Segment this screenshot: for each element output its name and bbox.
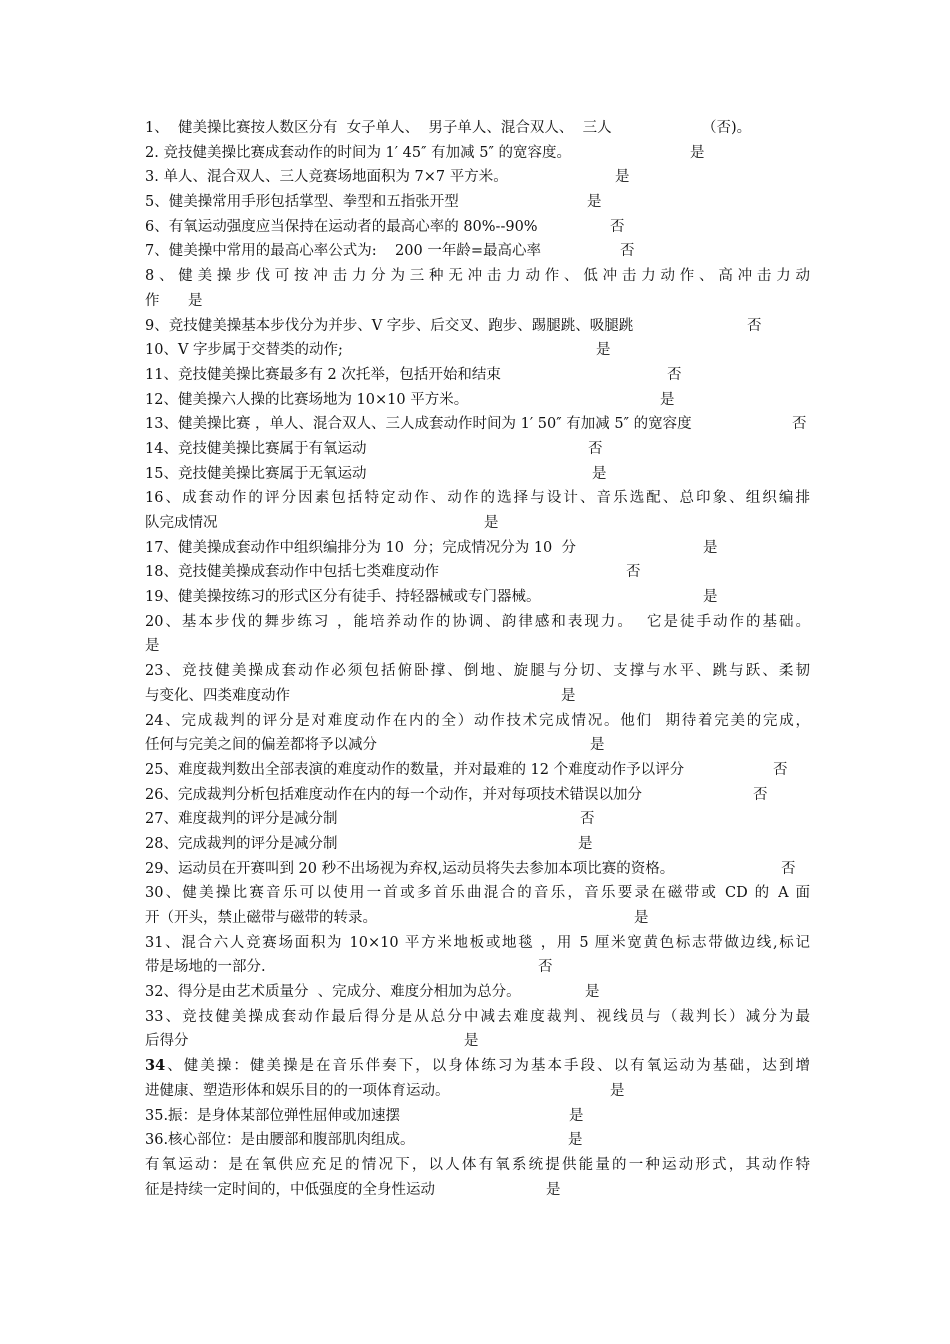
- question-line: [145, 906, 810, 931]
- question-text: 18、竞技健美操成套动作中包括七类难度动作: [145, 564, 439, 581]
- question-line: [145, 190, 810, 215]
- question-text: 11、竞技健美操比赛最多有 2 次托举，包括开始和结束: [145, 366, 501, 383]
- question-text: 队完成情况: [145, 515, 218, 531]
- question-text: 15、竞技健美操比赛属于无氧运动: [145, 465, 367, 482]
- question-text: 19、健美操按练习的形式区分有徒手、持轻器械或专门器械。: [145, 589, 541, 606]
- question-text: 33、竞技健美操成套动作最后得分是从总分中减去难度裁判、视线员与（裁判长）减分为最: [145, 1008, 810, 1025]
- question-line: [145, 1054, 810, 1079]
- question-line: [145, 239, 810, 264]
- question-line: [145, 116, 810, 141]
- answer-mark: 是: [590, 737, 605, 754]
- question-text: 后得分: [145, 1033, 189, 1050]
- answer-mark: 是: [634, 910, 649, 926]
- question-line: [145, 264, 810, 289]
- question-text: 17、健美操成套动作中组织编排分为 10 分；完成情况分为 10 分: [145, 539, 577, 556]
- answer-mark: 是: [546, 1181, 561, 1198]
- question-text: 2. 竞技健美操比赛成套动作的时间为 1′ 45″ 有加减 5″ 的宽容度。: [145, 144, 572, 161]
- question-text: 12、健美操六人操的比赛场地为 10×10 平方米。: [145, 391, 469, 408]
- answer-mark: 是: [703, 539, 718, 556]
- question-line: [145, 314, 810, 339]
- question-line: [145, 807, 810, 832]
- question-text: 3. 单人、混合双人、三人竞赛场地面积为 7×7 平方米。: [145, 169, 508, 186]
- answer-mark: 否: [753, 786, 768, 803]
- question-line: [145, 141, 810, 166]
- answer-mark: 是: [561, 687, 576, 704]
- question-line: [145, 931, 810, 956]
- question-text: 13、健美操比赛 ，单人、混合双人、三人成套动作时间为 1′ 50″ 有加减 5″ 的宽容度: [145, 416, 692, 433]
- question-text: 16、成套动作的评分因素包括特定动作、动作的选择与设计、音乐选配、总印象、组织编排: [145, 490, 810, 507]
- question-line: [145, 758, 810, 783]
- question-text: 1、 健美操比赛按人数区分有 女子单人、 男子单人、混合双人、 三人: [145, 120, 612, 136]
- answer-mark: 否: [792, 416, 807, 433]
- question-line: [145, 363, 810, 388]
- answer-mark: 是: [578, 835, 593, 852]
- question-text: 23、竞技健美操成套动作必须包括俯卧撑、倒地、旋腿与分切、支撑与水平、跳与跃、柔韧: [145, 663, 810, 680]
- answer-mark: 否: [667, 366, 682, 383]
- question-text: 30、健美操比赛音乐可以使用一首或多首乐曲混合的音乐，音乐要录在磁带或 CD 的 A 面: [145, 885, 810, 902]
- answer-mark: 是: [568, 1132, 583, 1149]
- question-line: [145, 1153, 810, 1178]
- answer-mark: 是: [484, 515, 499, 531]
- question-text: 8、健美操步伐可按冲击力分为三种无冲击力动作、低冲击力动作、高冲击力动: [145, 268, 810, 285]
- question-line: [145, 1178, 810, 1203]
- question-text: 是: [145, 638, 160, 655]
- question-text: 作: [145, 292, 160, 309]
- question-text: 34、健美操：健美操是在音乐伴奏下，以身体练习为基本手段、以有氧运动为基础，达到增: [145, 1057, 810, 1075]
- question-text: 14、竞技健美操比赛属于有氧运动: [145, 440, 367, 457]
- answer-mark: （否)。: [702, 120, 752, 136]
- question-line: [145, 684, 810, 709]
- question-line: [145, 560, 810, 585]
- question-line: [145, 881, 810, 906]
- question-text: 开（开头，禁止磁带与磁带的转录。: [145, 910, 377, 926]
- question-line: [145, 1128, 810, 1153]
- answer-mark: 是: [587, 194, 602, 211]
- answer-mark: 是: [592, 465, 607, 482]
- question-line: [145, 832, 810, 857]
- question-line: [145, 289, 810, 314]
- question-text: 进健康、塑造形体和娱乐目的的一项体育运动。: [145, 1082, 450, 1099]
- question-text: 有氧运动：是在氧供应充足的情况下，以人体有氧系统提供能量的一种运动形式，其动作特: [145, 1156, 810, 1173]
- question-line: [145, 585, 810, 610]
- answer-mark: 是: [615, 169, 630, 186]
- question-text: 26、完成裁判分析包括难度动作在内的每一个动作，并对每项技术错误以加分: [145, 786, 642, 803]
- question-text: 29、运动员在开赛叫到 20 秒不出场视为弃权,运动员将失去参加本项比赛的资格。: [145, 860, 675, 877]
- question-text: 31、混合六人竞赛场面积为 10×10 平方米地板或地毯 ，用 5 厘米宽黄色标志带做边线,标记: [145, 934, 810, 951]
- question-line: [145, 955, 810, 980]
- question-text: 27、难度裁判的评分是减分制: [145, 811, 338, 828]
- answer-mark: 是: [660, 391, 675, 408]
- question-line: [145, 1029, 810, 1054]
- answer-mark: 是: [569, 1107, 584, 1124]
- question-text: 与变化、四类难度动作: [145, 687, 290, 704]
- answer-mark: 否: [610, 218, 625, 235]
- question-line: [145, 412, 810, 437]
- answer-mark: 否: [538, 959, 553, 976]
- question-line: [145, 783, 810, 808]
- answer-mark: 是: [585, 984, 600, 1001]
- question-text: 7、健美操中常用的最高心率公式为: 200 一年龄=最高心率: [145, 243, 541, 260]
- question-line: [145, 610, 810, 635]
- answer-mark: 否: [773, 761, 788, 778]
- question-number: 34: [145, 1057, 166, 1075]
- question-line: [145, 215, 810, 240]
- answer-mark: 是: [690, 144, 705, 161]
- question-text: 32、得分是由艺术质量分 、完成分、难度分相加为总分。: [145, 984, 521, 1001]
- question-text: 35.振：是身体某部位弹性屈伸或加速摆: [145, 1107, 401, 1124]
- answer-mark: 否: [620, 243, 635, 260]
- answer-mark: 否: [580, 811, 595, 828]
- answer-mark: 是: [596, 342, 611, 359]
- question-text: 24、完成裁判的评分是对难度动作在内的全）动作技术完成情况。他们 期待着完美的完成，: [145, 712, 810, 729]
- answer-mark: 否: [588, 440, 603, 457]
- question-line: [145, 462, 810, 487]
- question-text: 任何与完美之间的偏差都将予以减分: [145, 737, 377, 754]
- question-line: [145, 536, 810, 561]
- answer-mark: 是: [188, 292, 203, 309]
- answer-mark: 是: [703, 589, 718, 606]
- question-text: 25、难度裁判数出全部表演的难度动作的数量，并对最难的 12 个难度动作予以评分: [145, 761, 685, 778]
- question-line: [145, 511, 810, 536]
- question-text: 10、V 字步属于交替类的动作;: [145, 342, 343, 359]
- question-line: [145, 486, 810, 511]
- question-text: 5、健美操常用手形包括掌型、拳型和五指张开型: [145, 194, 459, 211]
- question-line: [145, 857, 810, 882]
- question-list: [145, 116, 810, 1202]
- question-line: [145, 1005, 810, 1030]
- question-line: [145, 437, 810, 462]
- question-line: [145, 388, 810, 413]
- question-line: [145, 709, 810, 734]
- question-text: 9、竞技健美操基本步伐分为并步、V 字步、后交叉、跑步、踢腿跳、吸腿跳: [145, 317, 634, 334]
- question-line: [145, 634, 810, 659]
- question-line: [145, 338, 810, 363]
- question-line: [145, 659, 810, 684]
- question-text: 征是持续一定时间的，中低强度的全身性运动: [145, 1181, 435, 1198]
- answer-mark: 否: [781, 860, 796, 877]
- answer-mark: 是: [610, 1082, 625, 1099]
- question-text: 36.核心部位：是由腰部和腹部肌肉组成。: [145, 1132, 415, 1149]
- question-line: [145, 165, 810, 190]
- question-line: [145, 1079, 810, 1104]
- question-text: 20、基本步伐的舞步练习 ，能培养动作的协调、韵律感和表现力。 它是徒手动作的基础。: [145, 613, 810, 630]
- answer-mark: 否: [747, 317, 762, 334]
- question-text: 带是场地的一部分.: [145, 959, 266, 976]
- question-text: 6、有氧运动强度应当保持在运动者的最高心率的 80%--90%: [145, 218, 538, 235]
- answer-mark: 是: [464, 1033, 479, 1050]
- question-line: [145, 980, 810, 1005]
- answer-mark: 否: [626, 564, 641, 581]
- question-line: [145, 1104, 810, 1129]
- question-text: 28、完成裁判的评分是减分制: [145, 835, 338, 852]
- question-line: [145, 733, 810, 758]
